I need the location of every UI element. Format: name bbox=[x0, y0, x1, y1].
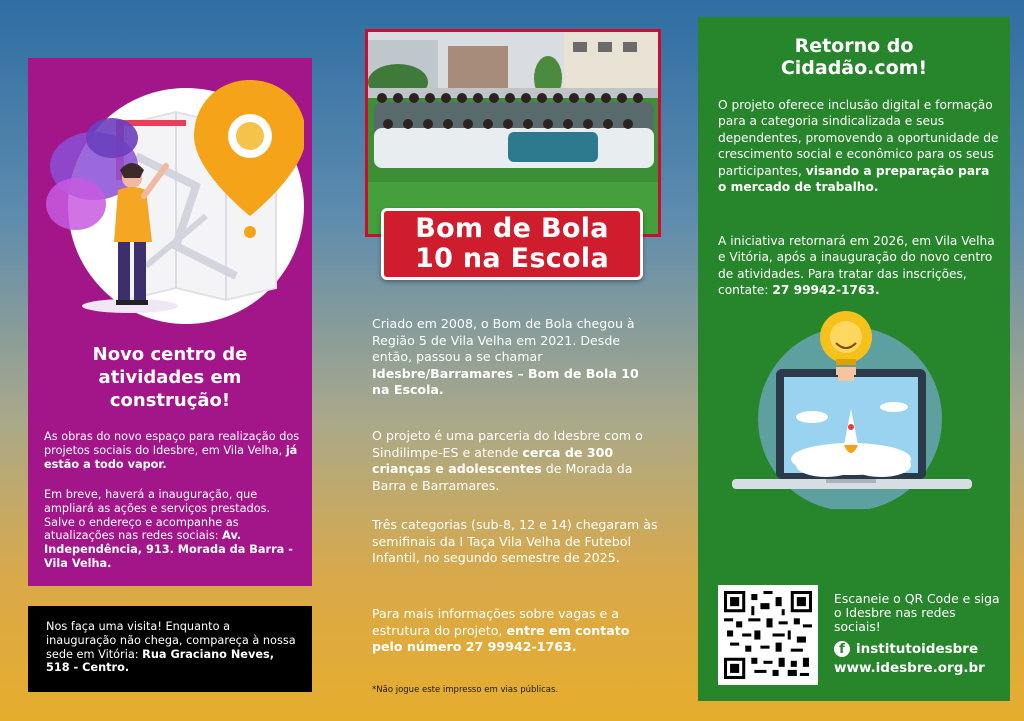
participants-highlight: cerca de 300 crianças e adolescentes bbox=[372, 444, 614, 476]
qr-caption: Escaneie o QR Code e siga o Idesbre nas redes sociais! bbox=[834, 591, 1000, 634]
qr-code-pattern bbox=[724, 591, 812, 679]
map-location-illustration bbox=[36, 66, 304, 334]
laptop-rocket-illustration bbox=[726, 309, 988, 509]
facebook-handle[interactable]: institutoidesbre bbox=[856, 641, 979, 657]
qr-code[interactable] bbox=[718, 585, 818, 685]
return-phone: 27 99942-1763. bbox=[772, 283, 880, 298]
right-title-line-1: Retorno do bbox=[794, 35, 914, 57]
right-title bbox=[698, 35, 1010, 79]
address-paragraph bbox=[44, 488, 304, 571]
facebook-icon: f bbox=[834, 641, 850, 657]
title-line-2: 10 na Escola bbox=[415, 243, 609, 274]
address-text: Av. Independência, 913. Morada da Barra - Vila Velha. bbox=[44, 529, 293, 570]
partnership-paragraph bbox=[372, 428, 660, 494]
construction-paragraph bbox=[44, 430, 304, 471]
program-paragraph bbox=[718, 97, 1000, 195]
facebook-row[interactable] bbox=[834, 641, 978, 657]
team-photo bbox=[365, 29, 661, 237]
program-highlight: visando a preparação para o mercado de trabalho. bbox=[718, 163, 990, 195]
history-paragraph bbox=[372, 316, 660, 399]
visit-text: Nos faça uma visita! Enquanto a inauguração não chega, compareça à nossa sede em Vitória: bbox=[46, 620, 296, 661]
left-panel bbox=[28, 58, 312, 586]
right-panel bbox=[698, 17, 1010, 701]
left-title: Novo centro de atividades em construção! bbox=[92, 344, 248, 411]
team-photo-illustration bbox=[368, 32, 658, 234]
contact-number: entre em contato pelo número 27 99942-1763. bbox=[372, 622, 630, 654]
return-text: A iniciativa retornará em 2026, em Vila Velha e Vitória, após a inauguração do novo centro de atividades. Para tratar das inscrições, contate: bbox=[718, 234, 995, 298]
partnership-text: O projeto é uma parceria do Idesbre com o Sindilimpe-ES e atende bbox=[372, 428, 643, 460]
return-paragraph bbox=[718, 233, 1000, 299]
history-text: Criado em 2008, o Bom de Bola chegou à Região 5 de Vila Velha em 2021. Desde então, passou a se chamar bbox=[372, 316, 635, 364]
footnote: *Não jogue este impresso em vias públicas. bbox=[372, 685, 559, 695]
categories-paragraph: Três categorias (sub-8, 12 e 14) chegaram às semifinais da I Taça Vila Velha de Futebol Infantil, no segundo semestre de 2025. bbox=[372, 517, 658, 565]
construction-highlight: já estão a todo vapor. bbox=[44, 443, 298, 471]
right-title-line-2: Cidadão.com! bbox=[780, 57, 928, 79]
title-line-1: Bom de Bola bbox=[415, 213, 609, 244]
project-name: Idesbre/Barramares – Bom de Bola 10 na Escola. bbox=[372, 365, 639, 397]
address-intro-text: Em breve, haverá a inauguração, que ampliará as ações e serviços prestados. Salve o endereço e acompanhe as atualizações nas redes sociais: bbox=[44, 488, 271, 543]
partnership-text-end: de Morada da Barra e Barramares. bbox=[372, 461, 633, 493]
contact-paragraph bbox=[372, 606, 662, 656]
website-link[interactable]: www.idesbre.org.br bbox=[834, 660, 985, 676]
contact-text: Para mais informações sobre vagas e a estrutura do projeto, bbox=[372, 606, 620, 638]
construction-text: As obras do novo espaço para realização dos projetos sociais do Idesbre, em Vila Velha, bbox=[44, 430, 300, 457]
visit-address: Rua Graciano Neves, 518 - Centro. bbox=[46, 647, 275, 675]
visit-box bbox=[28, 606, 312, 692]
program-text: O projeto oferece inclusão digital e formação para a categoria sindicalizada e seus dependentes, promovendo a oportunidade de crescimento social e econômico para os seus participantes, bbox=[718, 98, 999, 178]
bom-de-bola-title-banner bbox=[381, 208, 643, 280]
